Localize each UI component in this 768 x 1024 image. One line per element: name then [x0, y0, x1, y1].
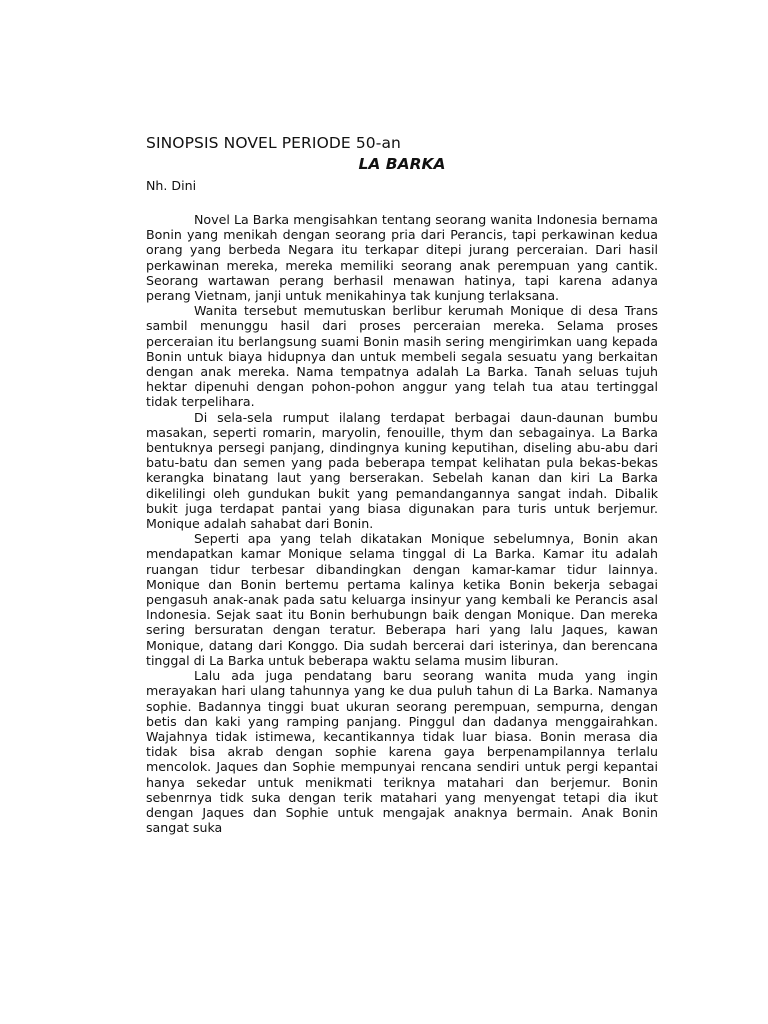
novel-title: LA BARKA: [358, 155, 446, 173]
paragraph: Di sela-sela rumput ilalang terdapat berbagai daun-daunan bumbu masakan, seperti romarin, maryolin, fenouille, thym dan sebagainya. La Barka bentuknya persegi panjang, dindingnya kuning keputihan, diseling abu-abu dari batu-batu dan semen yang pada beberapa tempat kelihatan pula bekas-bekas kerangka binatang laut yang berserakan. Sebelah kanan dan kiri La Barka dikelilingi oleh gundukan bukit yang pemandangannya sangat indah. Dibalik bukit juga terdapat pantai yang biasa digunakan para turis untuk berjemur. Monique adalah sahabat dari Bonin.: [146, 409, 658, 532]
paragraph: Novel La Barka mengisahkan tentang seorang wanita Indonesia bernama Bonin yang menikah dengan seorang pria dari Perancis, tapi perkawinan kedua orang yang berbeda Negara itu terkapar ditepi jurang perceraian. Dari hasil perkawinan mereka, mereka memiliki seorang anak perempuan yang cantik. Seorang wartawan perang berhasil menawan hatinya, tapi karena adanya perang Vietnam, janji untuk menikahinya tak kunjung terlaksana.: [146, 212, 658, 304]
synopsis-body: [146, 212, 658, 835]
paragraph: Lalu ada juga pendatang baru seorang wanita muda yang ingin merayakan hari ulang tahunnya yang ke dua puluh tahun di La Barka. Namanya sophie. Badannya tinggi buat ukuran seorang perempuan, sempurna, dengan betis dan kaki yang ramping panjang. Pinggul dan dadanya menggairahkan. Wajahnya tidak istimewa, kecantikannya tidak luar biasa. Bonin merasa dia tidak bisa akrab dengan sophie karena gaya berpenampilannya terlalu mencolok. Jaques dan Sophie mempunyai rencana sendiri untuk pergi kepantai hanya sekedar untuk menikmati teriknya matahari dan berjemur. Bonin sebenrnya tidk suka dengan terik matahari yang menyengat tetapi dia ikut dengan Jaques dan Sophie untuk mengajak anaknya bermain. Anak Bonin sangat suka: [146, 668, 658, 836]
paragraph: Seperti apa yang telah dikatakan Monique sebelumnya, Bonin akan mendapatkan kamar Monique selama tinggal di La Barka. Kamar itu adalah ruangan tidur terbesar dibandingkan dengan kamar-kamar tidur lainnya. Monique dan Bonin bertemu pertama kalinya ketika Bonin bekerja sebagai pengasuh anak-anak pada satu keluarga insinyur yang kembali ke Perancis asal Indonesia. Sejak saat itu Bonin berhubungn baik dengan Monique. Dan mereka sering bersuratan dengan teratur. Beberapa hari yang lalu Jaques, kawan Monique, datang dari Konggo. Dia sudah bercerai dari isterinya, dan berencana tinggal di La Barka untuk beberapa waktu selama musim liburan.: [146, 531, 658, 668]
document-title: SINOPSIS NOVEL PERIODE 50-an: [146, 134, 401, 152]
paragraph: Wanita tersebut memutuskan berlibur kerumah Monique di desa Trans sambil menunggu hasil dari proses perceraian mereka. Selama proses perceraian itu berlangsung suami Bonin masih sering mengirimkan uang kepada Bonin untuk biaya hidupnya dan untuk membeli segala sesuatu yang berkaitan dengan anak mereka. Nama tempatnya adalah La Barka. Tanah seluas tujuh hektar dipenuhi dengan pohon-pohon anggur yang telah tua atau tertinggal tidak terpelihara.: [146, 303, 658, 410]
author-name: Nh. Dini: [146, 178, 197, 193]
document-page: [146, 133, 658, 835]
